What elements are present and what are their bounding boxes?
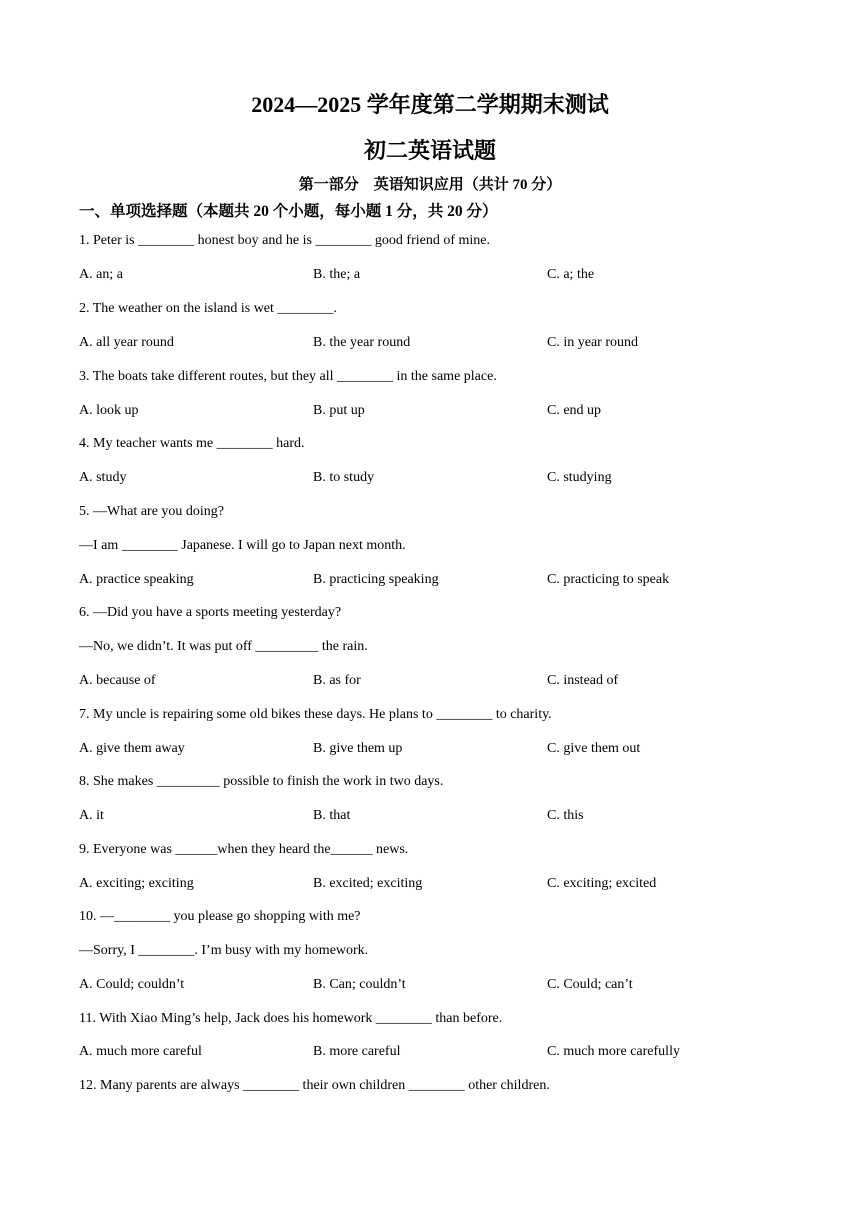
- question-6-option-c: C. instead of: [547, 673, 619, 688]
- exam-title: 2024—2025 学年度第二学期期末测试: [251, 92, 609, 117]
- question-2-stem: 2. The weather on the island is wet ________.: [79, 301, 337, 316]
- question-5-option-c: C. practicing to speak: [547, 572, 670, 587]
- question-5-stem: 5. —What are you doing?: [79, 504, 225, 519]
- question-6-stem-reply: —No, we didn’t. It was put off _________ the rain.: [79, 639, 368, 654]
- question-3-option-c: C. end up: [547, 403, 602, 418]
- question-1-option-b: B. the; a: [313, 267, 361, 282]
- question-3-stem: 3. The boats take different routes, but they all ________ in the same place.: [79, 369, 497, 384]
- section-heading: 一、单项选择题（本题共 20 个小题，每小题 1 分，共 20 分）: [79, 203, 498, 220]
- question-7-option-a: A. give them away: [79, 741, 185, 756]
- question-5-option-a: A. practice speaking: [79, 572, 194, 587]
- question-1-option-a: A. an; a: [79, 267, 123, 282]
- question-2-option-a: A. all year round: [79, 335, 174, 350]
- question-10-option-c: C. Could; can’t: [547, 977, 633, 992]
- question-1-option-c: C. a; the: [547, 267, 595, 282]
- question-8-option-a: A. it: [79, 808, 104, 823]
- question-2-option-b: B. the year round: [313, 335, 411, 350]
- question-8-stem: 8. She makes _________ possible to finish the work in two days.: [79, 774, 444, 789]
- question-4-option-b: B. to study: [313, 470, 375, 485]
- question-3-option-a: A. look up: [79, 403, 139, 418]
- question-6-stem: 6. —Did you have a sports meeting yesterday?: [79, 605, 342, 620]
- part-heading: 第一部分 英语知识应用（共计 70 分）: [298, 177, 562, 193]
- question-10-stem-reply: —Sorry, I ________. I’m busy with my homework.: [79, 943, 369, 958]
- question-1-stem: 1. Peter is ________ honest boy and he is ________ good friend of mine.: [79, 233, 491, 248]
- question-7-option-b: B. give them up: [313, 741, 403, 756]
- exam-subtitle: 初二英语试题: [363, 138, 496, 163]
- question-5-stem-reply: —I am ________ Japanese. I will go to Japan next month.: [79, 538, 406, 553]
- question-4-stem: 4. My teacher wants me ________ hard.: [79, 436, 305, 451]
- question-3-option-b: B. put up: [313, 403, 365, 418]
- question-2-option-c: C. in year round: [547, 335, 638, 350]
- question-9-stem: 9. Everyone was ______when they heard the______ news.: [79, 842, 409, 857]
- question-4-option-c: C. studying: [547, 470, 612, 485]
- question-8-option-c: C. this: [547, 808, 584, 823]
- question-11-option-a: A. much more careful: [79, 1044, 202, 1059]
- question-5-option-b: B. practicing speaking: [313, 572, 439, 587]
- question-11-stem: 11. With Xiao Ming’s help, Jack does his homework ________ than before.: [79, 1011, 503, 1026]
- question-10-option-b: B. Can; couldn’t: [313, 977, 406, 992]
- question-10-option-a: A. Could; couldn’t: [79, 977, 185, 992]
- question-6-option-b: B. as for: [313, 673, 361, 688]
- question-12-stem: 12. Many parents are always ________ their own children ________ other children.: [79, 1078, 550, 1093]
- question-4-option-a: A. study: [79, 470, 127, 485]
- question-7-option-c: C. give them out: [547, 741, 641, 756]
- question-11-option-b: B. more careful: [313, 1044, 401, 1059]
- question-7-stem: 7. My uncle is repairing some old bikes these days. He plans to ________ to charity.: [79, 707, 552, 722]
- question-11-option-c: C. much more carefully: [547, 1044, 680, 1059]
- question-9-option-a: A. exciting; exciting: [79, 876, 194, 891]
- question-8-option-b: B. that: [313, 808, 351, 823]
- question-6-option-a: A. because of: [79, 673, 156, 688]
- question-10-stem: 10. —________ you please go shopping with me?: [79, 909, 361, 924]
- question-9-option-c: C. exciting; excited: [547, 876, 657, 891]
- question-9-option-b: B. excited; exciting: [313, 876, 423, 891]
